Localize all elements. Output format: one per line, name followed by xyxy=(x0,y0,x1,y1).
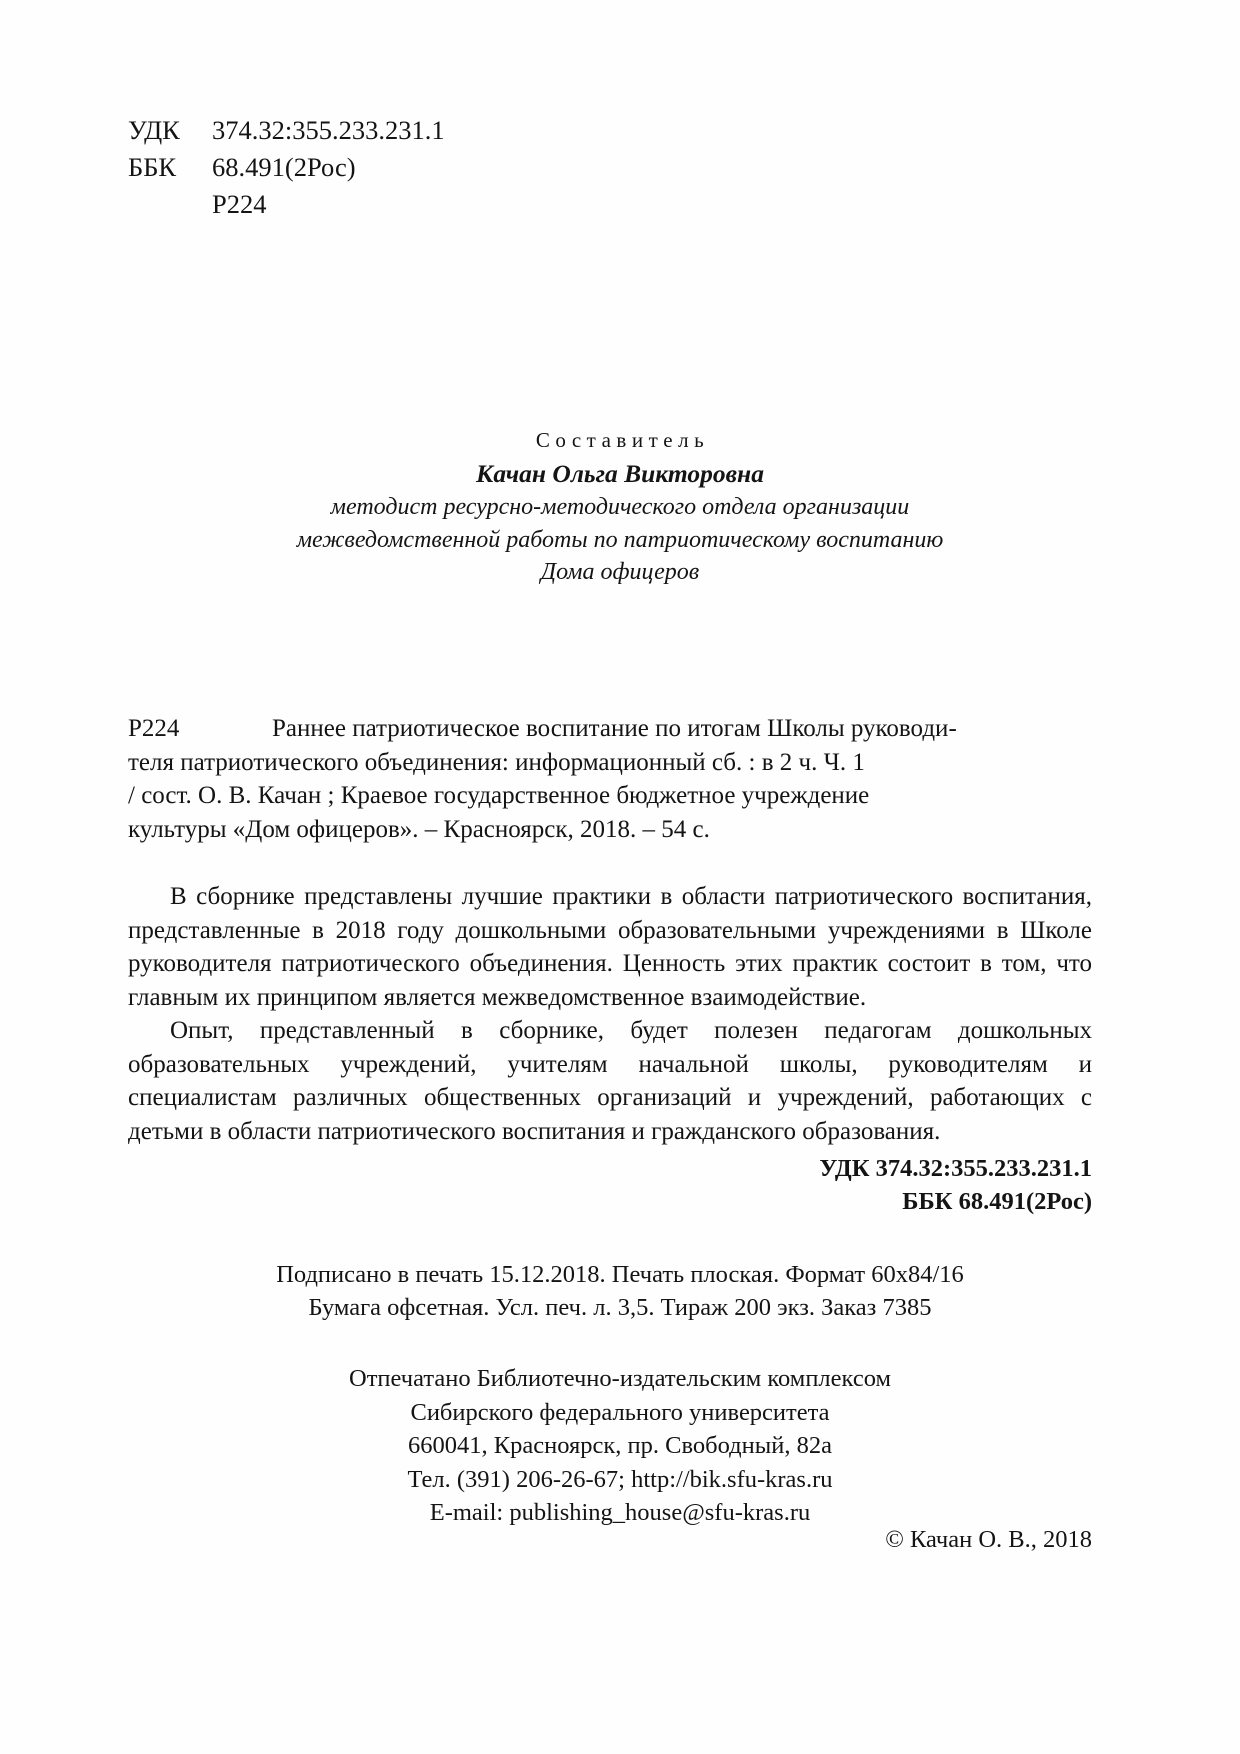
copyright-notice: © Качан О. В., 2018 xyxy=(885,1526,1092,1553)
compiler-name: Качан Ольга Викторовна xyxy=(476,459,764,488)
bbk-row xyxy=(128,149,445,186)
printer-postal-address: 660041, Красноярск, пр. Свободный, 82а xyxy=(408,1432,832,1459)
classification-block-repeat xyxy=(128,1152,1092,1218)
compiler-role-line-1: методист ресурсно-методического отдела организации xyxy=(330,494,910,520)
compiler-role-line-3: Дома офицеров xyxy=(540,559,700,585)
printer-phone-and-website: Тел. (391) 206-26-67; http://bik.sfu-kras.ru xyxy=(407,1465,833,1493)
annotation-block xyxy=(128,880,1092,1148)
bbk-value-repeat: ББК 68.491(2Рос) xyxy=(902,1188,1092,1215)
udk-value-repeat: УДК 374.32:355.233.231.1 xyxy=(819,1155,1092,1182)
record-title-line-3: / сост. О. В. Качан ; Краевое государственное бюджетное учреждение xyxy=(128,782,870,809)
bbk-value: 68.491(2Рос) xyxy=(212,152,356,182)
record-first-line-row xyxy=(128,712,1092,746)
annotation-paragraph-1: В сборнике представлены лучшие практики в области патриотического воспитания, представленные в 2018 году дошкольными образовательными учреждениями в Школе руководителя патриотического объединения. Ценность этих практик состоит в том, что главным их принципом является межведомственное взаимодействие. xyxy=(128,883,1092,1011)
annotation-paragraph-2: Опыт, представленный в сборнике, будет полезен педагогам дошкольных образовательных учреждений, учителям начальной школы, руководителям и специалистам различных общественных организаций и учреждений, работающих с детьми в области патриотического воспитания и гражданского образования. xyxy=(128,1017,1092,1145)
compiler-role-line-2: межведомственной работы по патриотическому воспитанию xyxy=(296,526,944,553)
compiler-caption: Составитель xyxy=(535,428,710,452)
printer-address-block xyxy=(120,1362,1120,1530)
printer-name-line-1: Отпечатано Библиотечно-издательским комплексом xyxy=(349,1365,891,1392)
udk-value: 374.32:355.233.231.1 xyxy=(212,115,445,145)
printer-name-line-2: Сибирского федерального университета xyxy=(410,1398,830,1426)
record-title-line-1: Раннее патриотическое воспитание по итогам Школы руководи- xyxy=(272,715,957,742)
classification-block-top xyxy=(128,112,445,223)
record-title-line-2: теля патриотического объединения: информационный сб. : в 2 ч. Ч. 1 xyxy=(128,748,865,776)
shelf-signature-row xyxy=(128,186,445,223)
bbk-label: ББК xyxy=(128,152,177,182)
shelf-signature-value: Р224 xyxy=(212,189,267,219)
imprint-line-paper-run: Бумага офсетная. Усл. печ. л. 3,5. Тираж 200 экз. Заказ 7385 xyxy=(308,1294,932,1321)
udk-label: УДК xyxy=(128,115,180,145)
bibliographic-record xyxy=(128,712,1092,846)
imprint-line-print-date: Подписано в печать 15.12.2018. Печать плоская. Формат 60х84/16 xyxy=(276,1261,964,1288)
printer-email: E-mail: publishing_house@sfu-kras.ru xyxy=(429,1499,811,1526)
udk-row xyxy=(128,112,445,149)
record-title-line-4: культуры «Дом офицеров». – Красноярск, 2018. – 54 с. xyxy=(128,815,710,843)
imprint-details xyxy=(120,1258,1120,1324)
compiler-block xyxy=(120,425,1120,589)
record-signature: Р224 xyxy=(128,715,180,742)
